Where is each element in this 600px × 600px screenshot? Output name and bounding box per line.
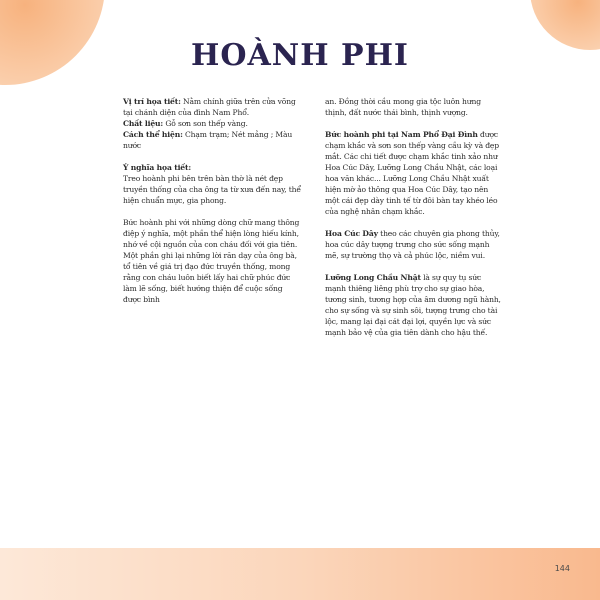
location-paragraph bbox=[123, 96, 301, 118]
meaning-paragraph bbox=[123, 162, 301, 206]
luong-long-label: Lưỡng Long Chầu Nhật bbox=[325, 273, 421, 282]
luong-long-paragraph bbox=[325, 272, 503, 338]
meaning-label: Ý nghĩa họa tiết: bbox=[123, 163, 192, 172]
hoanh-phi-paragraph bbox=[325, 129, 503, 217]
left-column bbox=[123, 96, 301, 349]
hoa-cuc-paragraph bbox=[325, 228, 503, 261]
technique-label: Cách thể hiện: bbox=[123, 130, 183, 139]
hoa-cuc-text: theo các chuyên gia phong thủy, hoa cúc dây tượng trưng cho sức sống mạnh mẽ, sự trường thọ và cả phúc lộc, niềm vui. bbox=[325, 229, 500, 260]
hoanh-phi-text: được chạm khắc và sơn son thếp vàng cầu kỳ và đẹp mắt. Các chi tiết được chạm khắc tinh xảo như Hoa Cúc Dây, Lưỡng Long Chầu Nhật, các loại hoa văn khác... Lưỡng Long Chầu Nhật xuất hiện mờ ảo thông qua Hoa Cúc Dây, tạo nên một cái đẹp dày tinh tế từ đôi bàn tay khéo léo của nghệ nhân chạm khắc. bbox=[325, 130, 499, 216]
material-label: Chất liệu: bbox=[123, 119, 164, 128]
hoanh-phi-label: Bức hoành phi tại Nam Phổ Đại Đình bbox=[325, 130, 478, 139]
material-paragraph bbox=[123, 118, 301, 129]
continuation-paragraph: an. Đồng thời cầu mong gia tộc luôn hưng thịnh, đất nước thái bình, thịnh vượng. bbox=[325, 97, 481, 117]
body-paragraph: Bức hoành phi với những dòng chữ mang thông điệp ý nghĩa, một phần thể hiện lòng hiếu kính, nhớ về cội nguồn của con cháu đối với gia tiên. Một phần ghi lại những lời răn dạy của ông bà, tổ tiên về giá trị đạo đức truyền thống, mong rằng con cháu luôn biết lấy hai chữ phúc đức làm lẽ sống, biết hướng thiện để cuộc sống được bình bbox=[123, 218, 300, 304]
page-number: 144 bbox=[554, 564, 570, 573]
technique-paragraph bbox=[123, 129, 301, 151]
content-columns bbox=[123, 96, 503, 349]
technique-text: Chạm trạm; Nét mảng ; Màu nước bbox=[123, 130, 293, 150]
hoa-cuc-label: Hoa Cúc Dây bbox=[325, 229, 378, 238]
luong-long-text: là sự quy tụ sức mạnh thiêng liêng phù trợ cho sự giao hòa, tương sinh, tương hợp của âm dương ngũ hành, cho sự sống và sự sinh sôi, tượng trưng cho tài lộc, mang lại đại cát đại lợi, quyền lực và sức mạnh bảo vệ của gia tiên dành cho hậu thế. bbox=[325, 273, 501, 337]
location-label: Vị trí họa tiết: bbox=[123, 97, 181, 106]
right-column bbox=[325, 96, 503, 349]
material-text: Gỗ sơn son thếp vàng. bbox=[163, 119, 248, 128]
location-text: Nằm chính giữa trên cửa võng tại chánh diện của đình Nam Phổ. bbox=[123, 97, 296, 117]
footer-gradient-band bbox=[0, 548, 600, 600]
meaning-text: Treo hoành phi bên trên bàn thờ là nét đẹp truyền thống của cha ông ta từ xưa đến nay, thể hiện chuẩn mực, gia phong. bbox=[123, 174, 301, 205]
page-title: HOÀNH PHI bbox=[191, 38, 409, 73]
